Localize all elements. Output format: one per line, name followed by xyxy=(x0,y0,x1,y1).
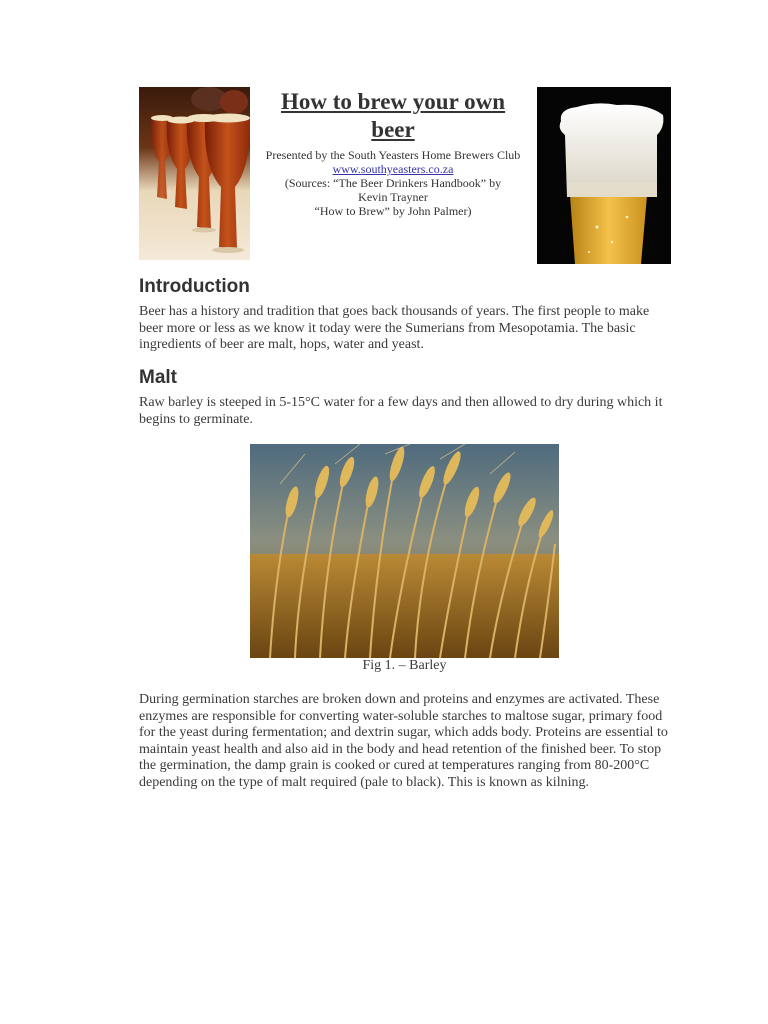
sources-line-1: (Sources: “The Beer Drinkers Handbook” by Kevin Trayner xyxy=(284,176,502,204)
club-website-link[interactable]: www.southyeasters.co.za xyxy=(332,162,454,176)
barley-figure-caption: Fig 1. – Barley xyxy=(362,658,447,673)
germination-text: During germination starches are broken down and proteins and enzymes are activated. These enzymes are responsible for converting water-soluble starches to maltose sugar, primary food for the yeast during fermentation; and dextrin sugar, which adds body. Proteins are essential to maintain yeast health and also aid in the body and head retention of the finished beer. To stop the germination, the damp grain is cooked or cured at temperatures ranging from 80-200°C depending on the type of malt required (pale to black). This is known as kilning. xyxy=(139,692,668,790)
document-title: How to brew your own beer xyxy=(280,89,506,142)
introduction-text: Beer has a history and tradition that goes back thousands of years. The first people to make beer more or less as we know it today were the Sumerians from Mesopotamia. The basic ingredients of beer are malt, hops, water and yeast. xyxy=(139,304,650,352)
ale-glasses-illustration xyxy=(139,87,250,260)
document-header xyxy=(258,88,528,218)
malt-heading: Malt xyxy=(139,367,177,388)
ale-glasses-image xyxy=(139,87,250,260)
lager-glass-illustration xyxy=(537,87,671,264)
malt-text: Raw barley is steeped in 5-15°C water for a few days and then allowed to dry during which it begins to germinate. xyxy=(139,395,663,427)
introduction-heading: Introduction xyxy=(139,276,250,297)
barley-image xyxy=(250,444,559,658)
barley-illustration xyxy=(250,444,559,658)
lager-glass-image xyxy=(537,87,671,264)
sources-line-2: “How to Brew” by John Palmer) xyxy=(314,204,472,218)
presented-by: Presented by the South Yeasters Home Brewers Club xyxy=(265,148,521,162)
